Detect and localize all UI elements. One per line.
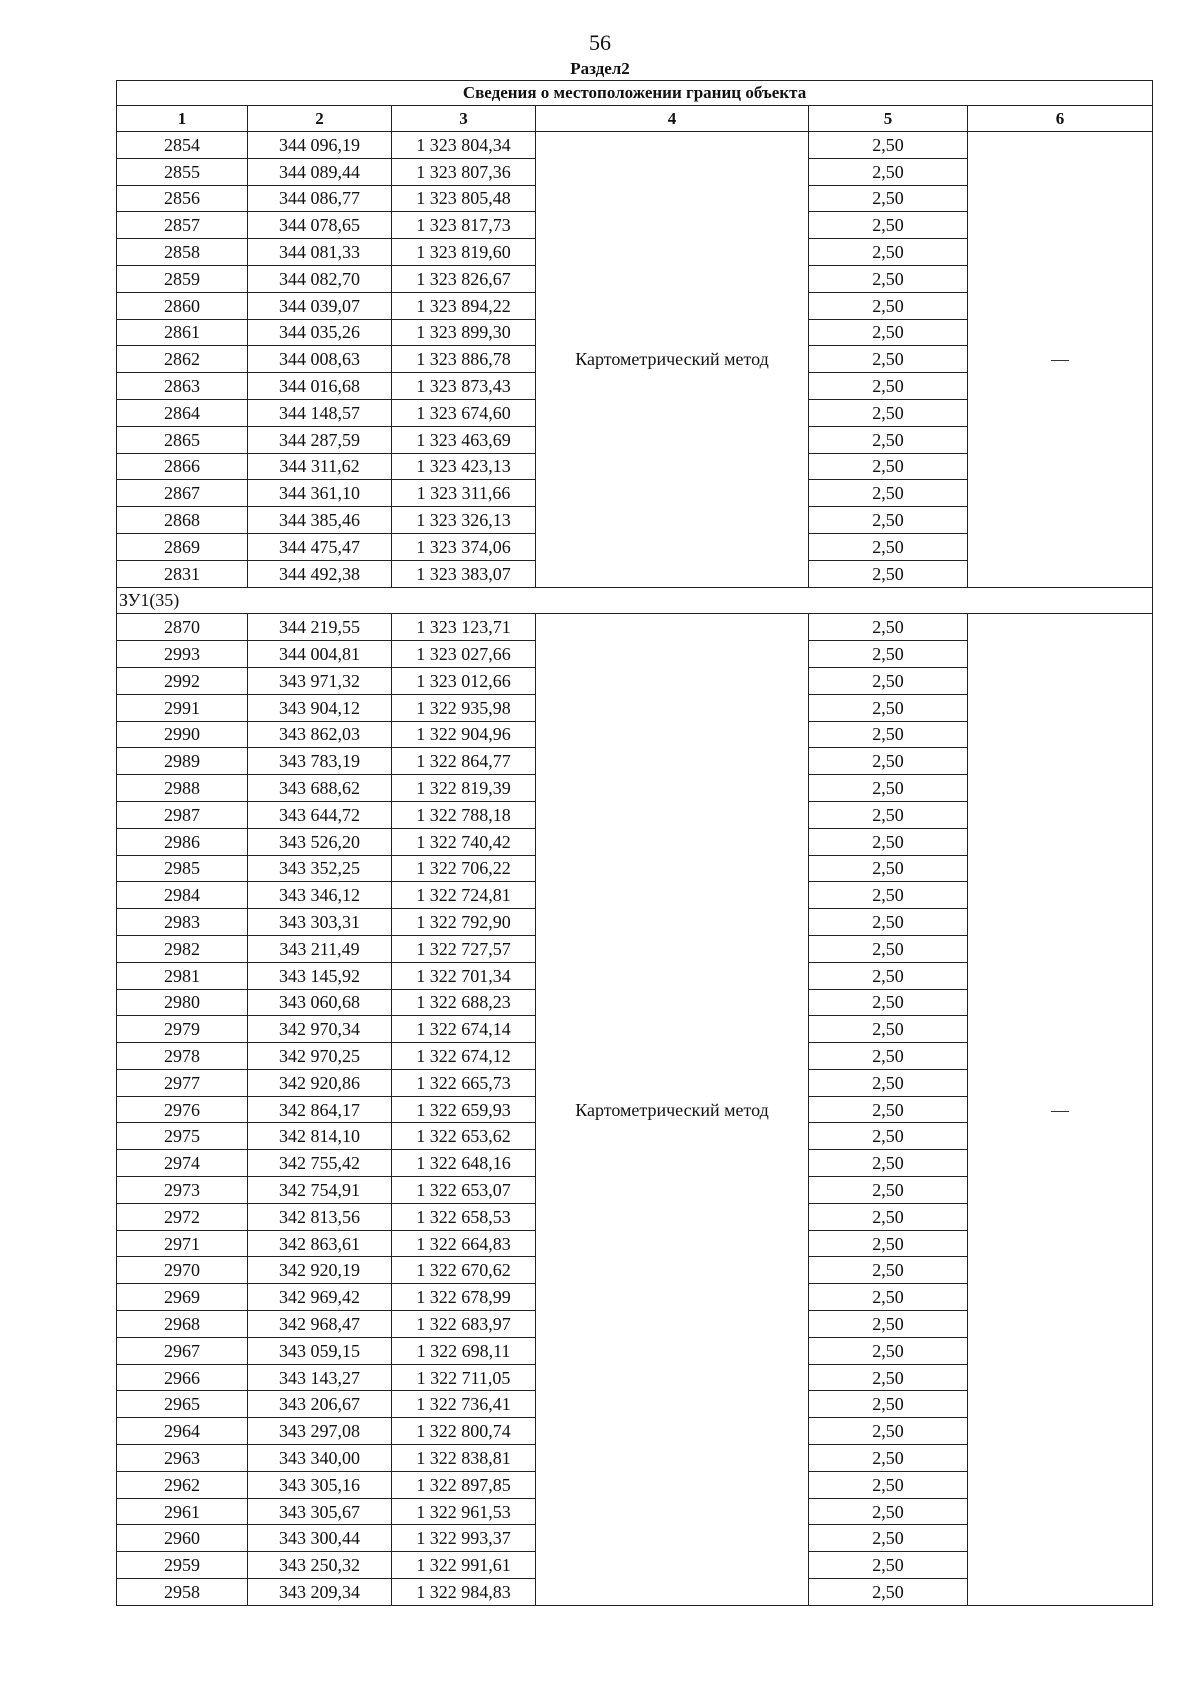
point-number: 2987 <box>117 801 248 828</box>
section-title: Раздел2 <box>570 59 630 78</box>
accuracy-value: 2,50 <box>809 641 968 668</box>
accuracy-value: 2,50 <box>809 453 968 480</box>
coordinate-y: 1 323 463,69 <box>392 426 536 453</box>
boundary-table <box>116 80 1153 1606</box>
coordinate-x: 342 755,42 <box>248 1150 392 1177</box>
accuracy-value: 2,50 <box>809 1123 968 1150</box>
coordinate-y: 1 323 807,36 <box>392 158 536 185</box>
coordinate-x: 343 783,19 <box>248 748 392 775</box>
point-number: 2858 <box>117 239 248 266</box>
accuracy-value: 2,50 <box>809 882 968 909</box>
coordinate-x: 342 754,91 <box>248 1177 392 1204</box>
point-number: 2988 <box>117 775 248 802</box>
column-number: 1 <box>117 106 248 132</box>
point-number: 2870 <box>117 614 248 641</box>
point-number: 2974 <box>117 1150 248 1177</box>
coordinate-y: 1 322 711,05 <box>392 1364 536 1391</box>
accuracy-value: 2,50 <box>809 1552 968 1579</box>
accuracy-value: 2,50 <box>809 962 968 989</box>
coordinate-x: 343 145,92 <box>248 962 392 989</box>
coordinate-y: 1 322 961,53 <box>392 1498 536 1525</box>
accuracy-value: 2,50 <box>809 1284 968 1311</box>
coordinate-y: 1 322 688,23 <box>392 989 536 1016</box>
coordinate-x: 343 340,00 <box>248 1445 392 1472</box>
accuracy-value: 2,50 <box>809 1525 968 1552</box>
accuracy-value: 2,50 <box>809 292 968 319</box>
point-number: 2964 <box>117 1418 248 1445</box>
coordinate-x: 342 864,17 <box>248 1096 392 1123</box>
point-number: 2856 <box>117 185 248 212</box>
coordinate-y: 1 323 804,34 <box>392 132 536 159</box>
coordinate-x: 343 346,12 <box>248 882 392 909</box>
accuracy-value: 2,50 <box>809 1043 968 1070</box>
column-6-cell: — <box>968 132 1153 588</box>
accuracy-value: 2,50 <box>809 1311 968 1338</box>
coordinate-x: 344 078,65 <box>248 212 392 239</box>
accuracy-value: 2,50 <box>809 909 968 936</box>
point-number: 2961 <box>117 1498 248 1525</box>
point-number: 2992 <box>117 667 248 694</box>
point-number: 2869 <box>117 533 248 560</box>
point-number: 2862 <box>117 346 248 373</box>
point-number: 2865 <box>117 426 248 453</box>
point-number: 2860 <box>117 292 248 319</box>
coordinate-x: 343 644,72 <box>248 801 392 828</box>
coordinate-y: 1 322 653,07 <box>392 1177 536 1204</box>
accuracy-value: 2,50 <box>809 775 968 802</box>
coordinate-y: 1 322 740,42 <box>392 828 536 855</box>
accuracy-value: 2,50 <box>809 1177 968 1204</box>
coordinate-x: 343 250,32 <box>248 1552 392 1579</box>
coordinate-y: 1 322 706,22 <box>392 855 536 882</box>
table-title-row <box>117 81 1153 106</box>
accuracy-value: 2,50 <box>809 533 968 560</box>
coordinate-y: 1 322 664,83 <box>392 1230 536 1257</box>
coordinate-x: 344 008,63 <box>248 346 392 373</box>
coordinate-x: 342 970,34 <box>248 1016 392 1043</box>
coordinate-y: 1 322 727,57 <box>392 935 536 962</box>
accuracy-value: 2,50 <box>809 319 968 346</box>
point-number: 2859 <box>117 265 248 292</box>
accuracy-value: 2,50 <box>809 935 968 962</box>
coordinate-x: 342 970,25 <box>248 1043 392 1070</box>
coordinate-x: 344 035,26 <box>248 319 392 346</box>
point-number: 2867 <box>117 480 248 507</box>
point-number: 2868 <box>117 507 248 534</box>
coordinate-x: 344 089,44 <box>248 158 392 185</box>
coordinate-x: 343 862,03 <box>248 721 392 748</box>
coordinate-y: 1 323 886,78 <box>392 346 536 373</box>
coordinate-y: 1 322 935,98 <box>392 694 536 721</box>
accuracy-value: 2,50 <box>809 1418 968 1445</box>
coordinate-y: 1 322 984,83 <box>392 1579 536 1606</box>
point-number: 2985 <box>117 855 248 882</box>
coordinate-x: 344 096,19 <box>248 132 392 159</box>
table-row <box>117 132 1153 159</box>
coordinate-y: 1 323 873,43 <box>392 373 536 400</box>
accuracy-value: 2,50 <box>809 212 968 239</box>
accuracy-value: 2,50 <box>809 426 968 453</box>
accuracy-value: 2,50 <box>809 1498 968 1525</box>
point-number: 2864 <box>117 399 248 426</box>
accuracy-value: 2,50 <box>809 1471 968 1498</box>
point-number: 2965 <box>117 1391 248 1418</box>
coordinate-y: 1 322 838,81 <box>392 1445 536 1472</box>
point-number: 2981 <box>117 962 248 989</box>
accuracy-value: 2,50 <box>809 265 968 292</box>
point-number: 2991 <box>117 694 248 721</box>
point-number: 2975 <box>117 1123 248 1150</box>
coordinate-y: 1 322 864,77 <box>392 748 536 775</box>
point-number: 2980 <box>117 989 248 1016</box>
point-number: 2978 <box>117 1043 248 1070</box>
point-number: 2973 <box>117 1177 248 1204</box>
coordinate-y: 1 323 123,71 <box>392 614 536 641</box>
coordinate-x: 342 813,56 <box>248 1203 392 1230</box>
point-number: 2972 <box>117 1203 248 1230</box>
coordinate-x: 343 060,68 <box>248 989 392 1016</box>
point-number: 2986 <box>117 828 248 855</box>
coordinate-x: 344 081,33 <box>248 239 392 266</box>
point-number: 2866 <box>117 453 248 480</box>
coordinate-x: 344 361,10 <box>248 480 392 507</box>
accuracy-value: 2,50 <box>809 1257 968 1284</box>
coordinate-y: 1 323 805,48 <box>392 185 536 212</box>
coordinate-x: 344 039,07 <box>248 292 392 319</box>
coordinate-y: 1 322 659,93 <box>392 1096 536 1123</box>
point-number: 2983 <box>117 909 248 936</box>
coordinate-y: 1 322 724,81 <box>392 882 536 909</box>
coordinate-x: 342 920,19 <box>248 1257 392 1284</box>
coordinate-x: 342 969,42 <box>248 1284 392 1311</box>
coordinate-y: 1 323 826,67 <box>392 265 536 292</box>
coordinate-y: 1 322 678,99 <box>392 1284 536 1311</box>
column-number: 4 <box>536 106 809 132</box>
accuracy-value: 2,50 <box>809 239 968 266</box>
coordinate-x: 343 305,67 <box>248 1498 392 1525</box>
coordinate-x: 343 688,62 <box>248 775 392 802</box>
point-number: 2855 <box>117 158 248 185</box>
coordinate-x: 344 311,62 <box>248 453 392 480</box>
coordinate-y: 1 322 658,53 <box>392 1203 536 1230</box>
coordinate-y: 1 322 788,18 <box>392 801 536 828</box>
coordinate-y: 1 322 665,73 <box>392 1069 536 1096</box>
coordinate-y: 1 322 683,97 <box>392 1311 536 1338</box>
coordinate-x: 343 971,32 <box>248 667 392 694</box>
coordinate-y: 1 323 012,66 <box>392 667 536 694</box>
point-number: 2968 <box>117 1311 248 1338</box>
page-number: 56 <box>589 30 611 55</box>
coordinate-y: 1 322 993,37 <box>392 1525 536 1552</box>
coordinate-x: 344 385,46 <box>248 507 392 534</box>
point-number: 2970 <box>117 1257 248 1284</box>
coordinate-x: 342 968,47 <box>248 1311 392 1338</box>
coordinate-x: 343 209,34 <box>248 1579 392 1606</box>
column-number: 3 <box>392 106 536 132</box>
column-number-row <box>117 106 1153 132</box>
point-number: 2959 <box>117 1552 248 1579</box>
coordinate-x: 343 305,16 <box>248 1471 392 1498</box>
method-cell: Картометрический метод <box>536 614 809 1605</box>
coordinate-x: 342 920,86 <box>248 1069 392 1096</box>
coordinate-x: 343 300,44 <box>248 1525 392 1552</box>
accuracy-value: 2,50 <box>809 399 968 426</box>
group-label: ЗУ1(35) <box>117 587 1153 614</box>
coordinate-y: 1 323 383,07 <box>392 560 536 587</box>
accuracy-value: 2,50 <box>809 1096 968 1123</box>
accuracy-value: 2,50 <box>809 855 968 882</box>
point-number: 2971 <box>117 1230 248 1257</box>
accuracy-value: 2,50 <box>809 560 968 587</box>
accuracy-value: 2,50 <box>809 1150 968 1177</box>
accuracy-value: 2,50 <box>809 989 968 1016</box>
accuracy-value: 2,50 <box>809 828 968 855</box>
coordinate-x: 344 016,68 <box>248 373 392 400</box>
point-number: 2984 <box>117 882 248 909</box>
point-number: 2857 <box>117 212 248 239</box>
method-cell: Картометрический метод <box>536 132 809 588</box>
coordinate-y: 1 322 736,41 <box>392 1391 536 1418</box>
point-number: 2989 <box>117 748 248 775</box>
point-number: 2831 <box>117 560 248 587</box>
point-number: 2960 <box>117 1525 248 1552</box>
accuracy-value: 2,50 <box>809 1203 968 1230</box>
point-number: 2958 <box>117 1579 248 1606</box>
accuracy-value: 2,50 <box>809 1337 968 1364</box>
coordinate-y: 1 322 819,39 <box>392 775 536 802</box>
coordinate-y: 1 322 792,90 <box>392 909 536 936</box>
coordinate-y: 1 323 326,13 <box>392 507 536 534</box>
accuracy-value: 2,50 <box>809 346 968 373</box>
table-body <box>117 132 1153 1606</box>
coordinate-y: 1 323 027,66 <box>392 641 536 668</box>
column-number: 6 <box>968 106 1153 132</box>
accuracy-value: 2,50 <box>809 507 968 534</box>
accuracy-value: 2,50 <box>809 667 968 694</box>
coordinate-x: 344 492,38 <box>248 560 392 587</box>
accuracy-value: 2,50 <box>809 185 968 212</box>
coordinate-y: 1 322 653,62 <box>392 1123 536 1150</box>
accuracy-value: 2,50 <box>809 480 968 507</box>
point-number: 2976 <box>117 1096 248 1123</box>
accuracy-value: 2,50 <box>809 748 968 775</box>
coordinate-x: 343 211,49 <box>248 935 392 962</box>
table-row <box>117 614 1153 641</box>
coordinate-y: 1 322 674,12 <box>392 1043 536 1070</box>
coordinate-x: 344 004,81 <box>248 641 392 668</box>
coordinate-y: 1 323 674,60 <box>392 399 536 426</box>
coordinate-x: 343 303,31 <box>248 909 392 936</box>
point-number: 2854 <box>117 132 248 159</box>
group-row <box>117 587 1153 614</box>
coordinate-x: 344 219,55 <box>248 614 392 641</box>
accuracy-value: 2,50 <box>809 132 968 159</box>
coordinate-y: 1 323 423,13 <box>392 453 536 480</box>
coordinate-y: 1 323 374,06 <box>392 533 536 560</box>
coordinate-x: 344 148,57 <box>248 399 392 426</box>
accuracy-value: 2,50 <box>809 158 968 185</box>
accuracy-value: 2,50 <box>809 801 968 828</box>
column-number: 2 <box>248 106 392 132</box>
point-number: 2979 <box>117 1016 248 1043</box>
accuracy-value: 2,50 <box>809 1069 968 1096</box>
point-number: 2963 <box>117 1445 248 1472</box>
column-number: 5 <box>809 106 968 132</box>
point-number: 2861 <box>117 319 248 346</box>
accuracy-value: 2,50 <box>809 1016 968 1043</box>
coordinate-y: 1 322 698,11 <box>392 1337 536 1364</box>
point-number: 2962 <box>117 1471 248 1498</box>
point-number: 2969 <box>117 1284 248 1311</box>
point-number: 2967 <box>117 1337 248 1364</box>
coordinate-x: 343 904,12 <box>248 694 392 721</box>
coordinate-y: 1 323 819,60 <box>392 239 536 266</box>
coordinate-x: 343 206,67 <box>248 1391 392 1418</box>
coordinate-x: 342 814,10 <box>248 1123 392 1150</box>
coordinate-x: 344 475,47 <box>248 533 392 560</box>
accuracy-value: 2,50 <box>809 694 968 721</box>
coordinate-x: 343 526,20 <box>248 828 392 855</box>
accuracy-value: 2,50 <box>809 373 968 400</box>
coordinate-y: 1 322 670,62 <box>392 1257 536 1284</box>
coordinate-y: 1 322 674,14 <box>392 1016 536 1043</box>
coordinate-x: 344 086,77 <box>248 185 392 212</box>
accuracy-value: 2,50 <box>809 721 968 748</box>
coordinate-y: 1 323 899,30 <box>392 319 536 346</box>
point-number: 2977 <box>117 1069 248 1096</box>
column-6-cell: — <box>968 614 1153 1605</box>
coordinate-x: 344 082,70 <box>248 265 392 292</box>
coordinate-x: 343 143,27 <box>248 1364 392 1391</box>
coordinate-y: 1 322 897,85 <box>392 1471 536 1498</box>
accuracy-value: 2,50 <box>809 614 968 641</box>
accuracy-value: 2,50 <box>809 1391 968 1418</box>
accuracy-value: 2,50 <box>809 1230 968 1257</box>
coordinate-y: 1 322 904,96 <box>392 721 536 748</box>
point-number: 2993 <box>117 641 248 668</box>
accuracy-value: 2,50 <box>809 1364 968 1391</box>
coordinate-y: 1 322 800,74 <box>392 1418 536 1445</box>
coordinate-y: 1 323 894,22 <box>392 292 536 319</box>
coordinate-x: 343 059,15 <box>248 1337 392 1364</box>
coordinate-y: 1 322 701,34 <box>392 962 536 989</box>
accuracy-value: 2,50 <box>809 1445 968 1472</box>
point-number: 2966 <box>117 1364 248 1391</box>
coordinate-y: 1 323 817,73 <box>392 212 536 239</box>
point-number: 2990 <box>117 721 248 748</box>
point-number: 2982 <box>117 935 248 962</box>
coordinate-x: 344 287,59 <box>248 426 392 453</box>
coordinate-y: 1 322 991,61 <box>392 1552 536 1579</box>
coordinate-x: 343 352,25 <box>248 855 392 882</box>
point-number: 2863 <box>117 373 248 400</box>
table-title: Сведения о местоположении границ объекта <box>117 81 1153 106</box>
coordinate-x: 342 863,61 <box>248 1230 392 1257</box>
coordinate-y: 1 323 311,66 <box>392 480 536 507</box>
coordinate-x: 343 297,08 <box>248 1418 392 1445</box>
accuracy-value: 2,50 <box>809 1579 968 1606</box>
coordinate-y: 1 322 648,16 <box>392 1150 536 1177</box>
